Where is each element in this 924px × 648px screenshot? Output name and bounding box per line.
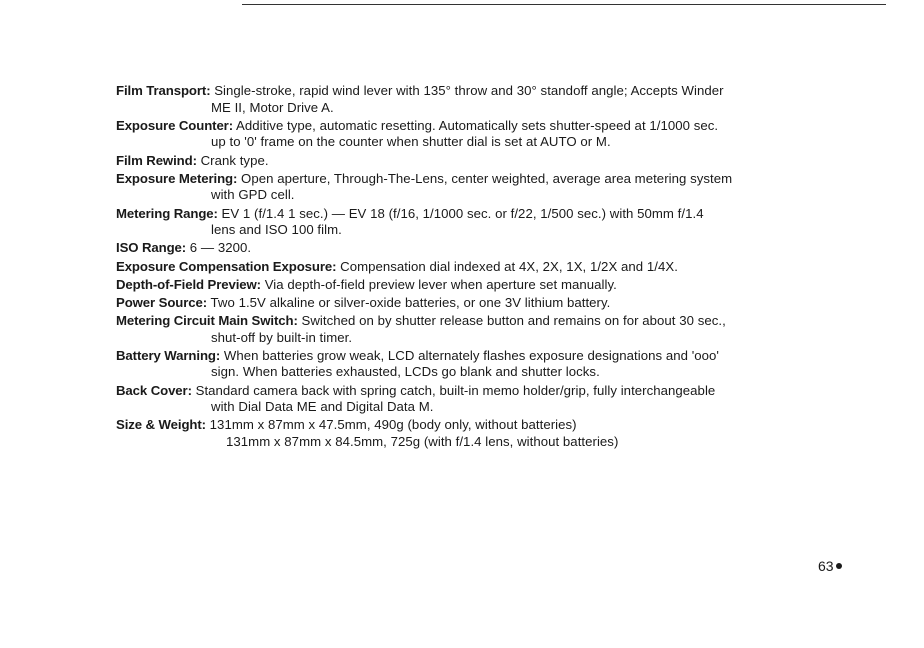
spec-back-cover bbox=[116, 383, 856, 416]
spec-label: ISO Range: bbox=[116, 240, 187, 256]
spec-label: Battery Warning: bbox=[116, 347, 221, 363]
spec-size-weight bbox=[116, 417, 856, 450]
spec-depth-of-field-preview bbox=[116, 277, 856, 294]
spec-label: Back Cover: bbox=[116, 382, 192, 398]
spec-label: Depth-of-Field Preview: bbox=[116, 276, 261, 292]
spec-exposure-compensation bbox=[116, 259, 856, 276]
spec-power-source bbox=[116, 295, 856, 312]
spec-text: Additive type, automatic resetting. Automatically sets shutter-speed at 1/1000 sec. bbox=[236, 117, 719, 133]
page-number bbox=[818, 558, 842, 574]
spec-label: Metering Range: bbox=[116, 205, 218, 221]
spec-text: Standard camera back with spring catch, built-in memo holder/grip, fully interchangeable bbox=[195, 382, 716, 398]
spec-label: Exposure Compensation Exposure: bbox=[116, 258, 337, 274]
spec-continuation: with GPD cell. bbox=[211, 187, 295, 203]
spec-metering-range bbox=[116, 206, 856, 239]
spec-label: Metering Circuit Main Switch: bbox=[116, 313, 298, 329]
spec-metering-circuit-main-switch bbox=[116, 313, 856, 346]
spec-label: Power Source: bbox=[116, 294, 208, 310]
spec-continuation: lens and ISO 100 film. bbox=[211, 222, 342, 238]
spec-label: Exposure Metering: bbox=[116, 170, 238, 186]
spec-continuation: with Dial Data ME and Digital Data M. bbox=[211, 399, 434, 415]
spec-continuation: ME II, Motor Drive A. bbox=[211, 99, 334, 115]
spec-text: Open aperture, Through-The-Lens, center weighted, average area metering system bbox=[241, 170, 733, 186]
spec-label: Size & Weight: bbox=[116, 417, 206, 433]
spec-continuation: 131mm x 87mm x 84.5mm, 725g (with f/1.4 lens, without batteries) bbox=[226, 434, 619, 449]
spec-text: Compensation dial indexed at 4X, 2X, 1X, 1/2X and 1/4X. bbox=[340, 258, 678, 274]
spec-text: Via depth-of-field preview lever when aperture set manually. bbox=[264, 276, 617, 292]
spec-text: Two 1.5V alkaline or silver-oxide batteries, or one 3V lithium battery. bbox=[210, 294, 611, 310]
spec-text: EV 1 (f/1.4 1 sec.) — EV 18 (f/16, 1/1000 sec. or f/22, 1/500 sec.) with 50mm f/1.4 bbox=[221, 205, 704, 221]
spec-text: When batteries grow weak, LCD alternately flashes exposure designations and 'ooo' bbox=[223, 347, 719, 363]
spec-film-rewind bbox=[116, 153, 856, 170]
spec-label: Film Transport: bbox=[116, 83, 211, 98]
spec-list bbox=[116, 83, 856, 452]
spec-continuation: shut-off by built-in timer. bbox=[211, 329, 353, 345]
spec-text: Single-stroke, rapid wind lever with 135° throw and 30° standoff angle; Accepts Winder bbox=[214, 83, 724, 98]
page-number-text: 63 bbox=[818, 558, 834, 574]
spec-iso-range bbox=[116, 240, 856, 257]
spec-text: Switched on by shutter release button and remains on for about 30 sec., bbox=[301, 313, 726, 329]
spec-text: 6 — 3200. bbox=[189, 240, 252, 256]
spec-text: Crank type. bbox=[200, 152, 269, 168]
spec-label: Film Rewind: bbox=[116, 152, 197, 168]
spec-label: Exposure Counter: bbox=[116, 117, 234, 133]
spec-exposure-counter bbox=[116, 118, 856, 151]
spec-continuation: sign. When batteries exhausted, LCDs go blank and shutter locks. bbox=[211, 364, 600, 380]
spec-continuation: up to '0' frame on the counter when shutter dial is set at AUTO or M. bbox=[211, 134, 611, 150]
spec-film-transport bbox=[116, 83, 856, 116]
spec-exposure-metering bbox=[116, 171, 856, 204]
top-rule bbox=[242, 4, 886, 5]
spec-text: 131mm x 87mm x 47.5mm, 490g (body only, without batteries) bbox=[209, 417, 577, 433]
bullet-dot-icon bbox=[836, 563, 842, 569]
spec-battery-warning bbox=[116, 348, 856, 381]
